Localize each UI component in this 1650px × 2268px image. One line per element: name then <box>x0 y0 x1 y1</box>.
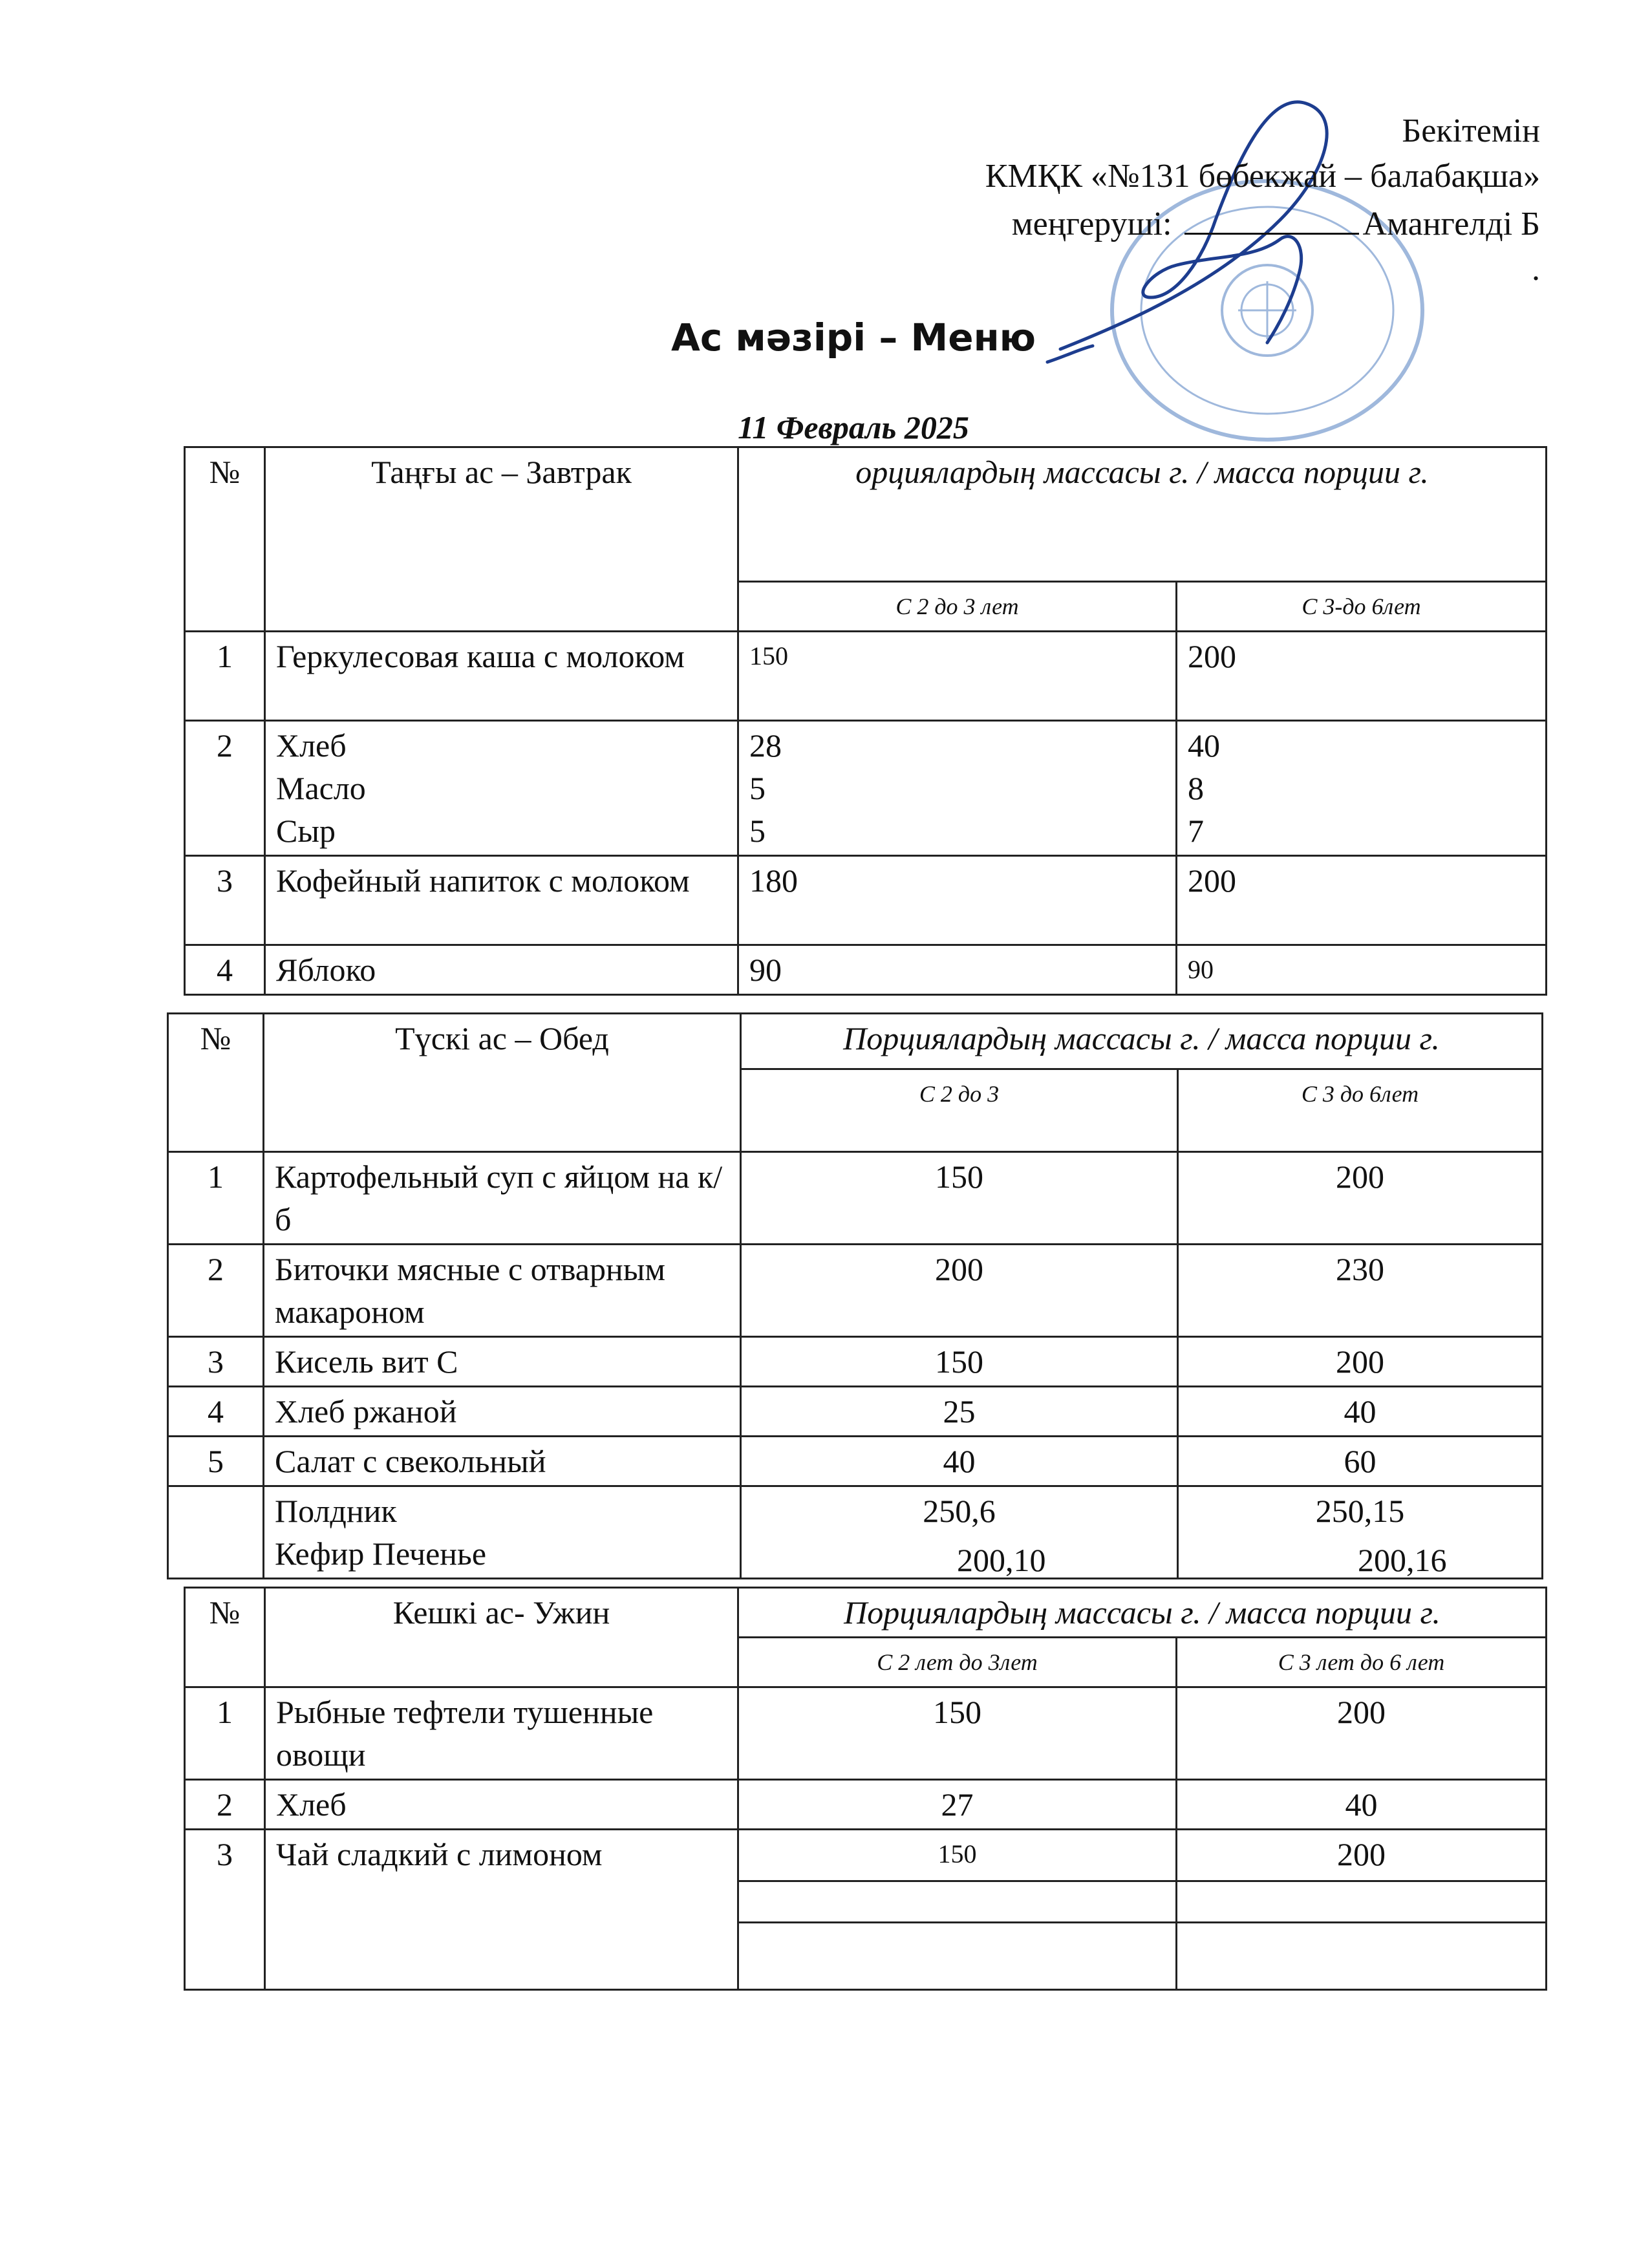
portion-a: 250,6 <box>741 1486 1178 1579</box>
portion-a: 27 <box>738 1780 1177 1830</box>
portion-a: 150 <box>741 1337 1178 1387</box>
lunch-col-portion: Порциялардың массасы г. / масса порции г. <box>741 1014 1543 1069</box>
dinner-col-portion: Порциялардың массасы г. / масса порции г. <box>738 1588 1547 1638</box>
row-num: 3 <box>185 856 265 945</box>
breakfast-age-1: С 2 до 3 лет <box>738 582 1177 632</box>
dish-name: Кофейный напиток с молоком <box>265 856 738 945</box>
lunch-table <box>167 1012 1543 1579</box>
table-row <box>185 1687 1547 1780</box>
approval-block <box>985 109 1540 292</box>
dinner-age-1: С 2 лет до 3лет <box>738 1638 1177 1687</box>
dish-name: Геркулесовая каша с молоком <box>265 632 738 721</box>
table-row <box>185 945 1547 995</box>
snack-extra-a: 200,10 <box>957 1542 1046 1578</box>
row-num: 2 <box>185 721 265 856</box>
portion-line: 5 <box>749 813 766 849</box>
table-row <box>185 632 1547 721</box>
portion-b: 200 <box>1177 1830 1547 1881</box>
portion-a: 180 <box>738 856 1177 945</box>
table-row <box>168 1387 1543 1437</box>
lunch-age-2: С 3 до 6лет <box>1178 1069 1543 1152</box>
row-num: 3 <box>185 1830 265 1990</box>
row-num: 1 <box>168 1152 264 1245</box>
dinner-col-title: Кешкі ас- Ужин <box>265 1588 738 1687</box>
row-num: 5 <box>168 1437 264 1486</box>
portion-b: 90 <box>1177 945 1547 995</box>
snack-extra-b: 200,16 <box>1358 1542 1447 1578</box>
dinner-col-num: № <box>185 1588 265 1687</box>
snack-label: Полдник <box>275 1493 397 1529</box>
row-num: 2 <box>185 1780 265 1830</box>
portion-a: 150 <box>738 1830 1177 1881</box>
portion-b: 200 <box>1177 1687 1547 1780</box>
empty-cell <box>1177 1881 1547 1923</box>
empty-cell <box>738 1881 1177 1923</box>
portion-line: 8 <box>1188 770 1204 806</box>
table-row <box>168 1152 1543 1245</box>
dish-name: Чай сладкий с лимоном <box>265 1830 738 1990</box>
approval-role: меңгеруші: <box>1011 206 1172 242</box>
lunch-age-1: С 2 до 3 <box>741 1069 1178 1152</box>
portion-b: 60 <box>1178 1437 1543 1486</box>
table-row <box>168 1245 1543 1337</box>
lunch-col-num: № <box>168 1014 264 1152</box>
dish-name: Картофельный суп с яйцом на к/б <box>264 1152 741 1245</box>
dish-name: Биточки мясные с отварным макароном <box>264 1245 741 1337</box>
empty-cell <box>1177 1923 1547 1990</box>
approval-line-4: . <box>1532 251 1540 288</box>
lunch-col-title: Түскі ас – Обед <box>264 1014 741 1152</box>
dish-name <box>264 1486 741 1579</box>
portion-b <box>1177 721 1547 856</box>
signature-line <box>1184 199 1359 235</box>
breakfast-table <box>184 446 1547 996</box>
approval-line-2: КМҚК «№131 бөбекжай – балабақша» <box>985 158 1540 195</box>
row-num: 4 <box>168 1387 264 1437</box>
table-row <box>185 856 1547 945</box>
snack-items: Кефир Печенье <box>275 1535 487 1572</box>
page-title: Ас мәзірі – Меню <box>670 316 1036 359</box>
portion-a: 150 <box>738 1687 1177 1780</box>
dish-line: Хлеб <box>276 727 347 764</box>
row-num: 2 <box>168 1245 264 1337</box>
portion-a: 90 <box>738 945 1177 995</box>
portion-a: 25 <box>741 1387 1178 1437</box>
portion-b: 200 <box>1178 1337 1543 1387</box>
table-row <box>185 721 1547 856</box>
portion-line: 5 <box>749 770 766 806</box>
portion-line: 40 <box>1188 727 1220 764</box>
portion-b: 200 <box>1177 856 1547 945</box>
approval-line-1: Бекітемін <box>1402 112 1540 149</box>
table-row <box>185 1780 1547 1830</box>
empty-cell <box>738 1923 1177 1990</box>
dish-name: Хлеб <box>265 1780 738 1830</box>
portion-a: 150 <box>738 632 1177 721</box>
approval-line-3 <box>985 199 1540 247</box>
dish-line: Сыр <box>276 813 336 849</box>
portion-b: 40 <box>1177 1780 1547 1830</box>
portion-b: 200 <box>1178 1152 1543 1245</box>
portion-line: 28 <box>749 727 782 764</box>
table-row <box>185 1830 1547 1881</box>
dish-name: Хлеб ржаной <box>264 1387 741 1437</box>
breakfast-col-num: № <box>185 447 265 632</box>
portion-a <box>738 721 1177 856</box>
portion-b: 40 <box>1178 1387 1543 1437</box>
breakfast-col-portion: орциялардың массасы г. / масса порции г. <box>738 447 1547 582</box>
dinner-age-2: С 3 лет до 6 лет <box>1177 1638 1547 1687</box>
dish-name: Кисель вит С <box>264 1337 741 1387</box>
row-num: 4 <box>185 945 265 995</box>
table-row <box>168 1337 1543 1387</box>
dish-name: Рыбные тефтели тушенные овощи <box>265 1687 738 1780</box>
portion-a: 40 <box>741 1437 1178 1486</box>
portion-b: 200 <box>1177 632 1547 721</box>
row-num: 3 <box>168 1337 264 1387</box>
row-num: 1 <box>185 1687 265 1780</box>
portion-b: 230 <box>1178 1245 1543 1337</box>
dish-name: Яблоко <box>265 945 738 995</box>
row-num: 1 <box>185 632 265 721</box>
portion-line: 7 <box>1188 813 1204 849</box>
dinner-table <box>184 1587 1547 1991</box>
portion-b: 250,15 <box>1178 1486 1543 1579</box>
snack-row <box>168 1486 1543 1579</box>
row-num <box>168 1486 264 1579</box>
portion-a: 200 <box>741 1245 1178 1337</box>
breakfast-col-title: Таңғы ас – Завтрак <box>265 447 738 632</box>
menu-date: 11 Февраль 2025 <box>738 409 969 445</box>
dish-name <box>265 721 738 856</box>
dish-line: Масло <box>276 770 366 806</box>
approval-name: Амангелді Б <box>1362 206 1540 242</box>
portion-a: 150 <box>741 1152 1178 1245</box>
breakfast-age-2: С 3-до 6лет <box>1177 582 1547 632</box>
table-row <box>168 1437 1543 1486</box>
dish-name: Салат с свекольный <box>264 1437 741 1486</box>
